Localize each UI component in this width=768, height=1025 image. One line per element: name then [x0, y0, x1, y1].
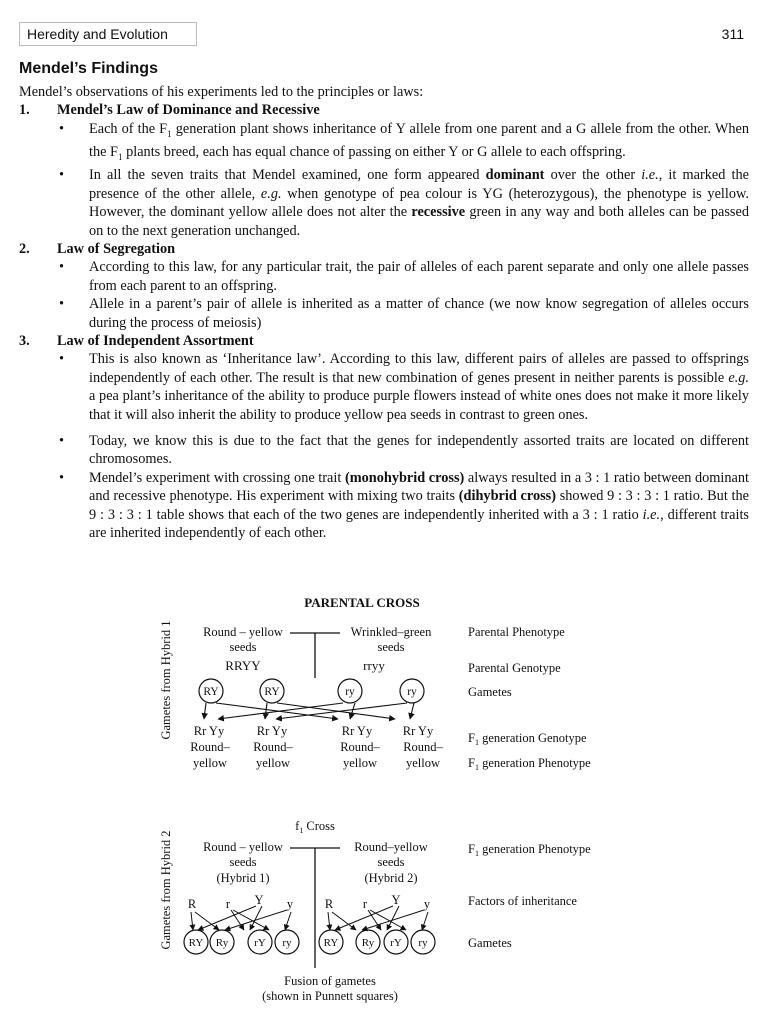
dihybrid-cross-diagram: [0, 590, 768, 1025]
svg-text:r: r: [225, 897, 231, 911]
label-gametes: Gametes: [468, 685, 512, 699]
svg-text:RY: RY: [264, 686, 280, 698]
parental-gamete-1: [199, 679, 223, 703]
text-run: always resulted in a 3 : 1 ratio between dominant and recessive phenotype. His experiment with mixing two traits: [89, 469, 749, 505]
svg-text:Ry: Ry: [215, 937, 229, 949]
text-run: Allele in a parent’s pair of allele is inherited as a matter of chance (we now know segregation of alleles occurs during the process of meiosis): [89, 296, 749, 331]
text-run: This is also known as ‘Inheritance law’. According to this law, different pairs of alleles are passed to offsprings independently of each other. The result is that new combination of genes present in neither parents is possible: [89, 351, 749, 386]
text-run: i.e.: [641, 167, 659, 184]
f1-genotype-2: Rr Yy: [256, 724, 288, 738]
text-run: Mendel’s experiment with crossing one trait: [89, 469, 345, 486]
text-run: green in any way and both alleles can be passed on to the next generation unchanged.: [89, 204, 749, 239]
intro-paragraph: Mendel’s observations of his experiments led to the principles or laws:: [19, 84, 424, 100]
hybrid1-gametes: [184, 930, 299, 954]
text-run: 1: [118, 151, 123, 162]
parent2-genotype: rryy: [363, 658, 385, 673]
svg-text:yellow: yellow: [192, 756, 228, 770]
parental-gamete-2: [260, 679, 284, 703]
diagram-svg: [0, 590, 768, 1020]
hybrid1-factors: [188, 893, 294, 911]
text-run: , it marked the presence of the other allele,: [89, 167, 749, 202]
svg-text:Round–: Round–: [403, 740, 443, 754]
label-f1-genotype: $F_1$ generation Genotype: [468, 731, 587, 747]
svg-text:RY: RY: [323, 937, 339, 949]
chapter-header: [19, 22, 197, 46]
text-run: Today, we know this is due to the fact that the genes for independently assorted traits are located on different chromosomes.: [89, 433, 749, 468]
f1-genotype-4: Rr Yy: [402, 724, 434, 738]
parent1-phenotype-line1: Round – yellow: [203, 625, 283, 639]
hybrid1-line2: seeds: [229, 855, 257, 869]
hybrid1-line3: (Hybrid 1): [216, 871, 270, 885]
parent2-phenotype-line2: seeds: [377, 640, 405, 654]
text-run: , different traits are inherited independently of each other.: [89, 506, 749, 542]
svg-text:y: y: [286, 897, 294, 911]
bullet-dot-icon: •: [59, 351, 65, 368]
text-run: recessive: [411, 204, 466, 221]
law-title: Mendel’s Law of Dominance and Recessive: [57, 102, 320, 119]
law-title: Law of Independent Assortment: [57, 333, 254, 349]
section-title: Mendel’s Findings: [19, 60, 158, 77]
svg-text:Y: Y: [254, 893, 264, 907]
svg-text:Ry: Ry: [361, 937, 375, 949]
bullet-item: [19, 120, 749, 167]
text-run: over the other: [544, 167, 642, 184]
law-number: 3.: [19, 333, 30, 349]
body-content: [19, 83, 749, 542]
svg-text:R: R: [187, 897, 197, 911]
text-run: Each of the F: [89, 120, 168, 137]
f1-cross-title: $f_1$ Cross: [295, 819, 335, 835]
text-run: In all the seven traits that Mendel examined, one form appeared: [89, 167, 486, 184]
label-f1-phenotype: $F_1$ generation Phenotype: [468, 756, 591, 772]
text-run: 1: [167, 128, 172, 139]
text-run: plants breed, each has equal chance of passing on either Y or G allele to each offspring.: [122, 144, 626, 161]
fusion-line2: (shown in Punnett squares): [262, 989, 398, 1003]
law-bullets: [19, 258, 749, 332]
svg-text:ry: ry: [345, 686, 355, 698]
law-title: Law of Segregation: [57, 240, 176, 257]
svg-text:rY: rY: [254, 937, 266, 949]
svg-text:R: R: [324, 897, 334, 911]
bullet-dot-icon: •: [59, 120, 65, 137]
law-bullets: [19, 120, 749, 240]
text-run: a pea plant’s inheritance of the ability to produce purple flowers instead of white ones does not make it more likely that it will also inherit the ability to produce yellow pea seeds in contrast to green ones.: [89, 388, 749, 423]
text-run: (dihybrid cross): [458, 488, 556, 505]
svg-text:yellow: yellow: [342, 756, 378, 770]
svg-text:Round–: Round–: [190, 740, 230, 754]
text-run: showed 9 : 3 : 3 : 1 ratio. But the 9 : 3 : 3 : 1 table shows that each of the two genes are independently inherited with a 3 : 1 ratio: [89, 488, 749, 523]
bullet-item: [19, 295, 749, 332]
svg-text:r: r: [362, 897, 368, 911]
law-number: 1.: [19, 102, 30, 119]
hybrid2-factors: [325, 893, 431, 911]
chapter-title: Heredity and Evolution: [27, 26, 168, 42]
text-run: dominant: [485, 167, 545, 184]
parent2-phenotype-line1: Wrinkled–green: [350, 625, 432, 639]
text-run: e.g.: [260, 185, 282, 202]
parental-cross-arrows: [204, 703, 414, 719]
text-run: According to this law, for any particular trait, the pair of alleles of each parent separate and only one allele passes from each parent to an offspring.: [89, 259, 749, 294]
page-number: 311: [721, 26, 744, 42]
text-run: (monohybrid cross): [344, 469, 465, 486]
svg-text:RY: RY: [203, 686, 219, 698]
parental-gamete-4: [400, 679, 424, 703]
svg-text:ry: ry: [418, 937, 428, 949]
label-factors: Factors of inheritance: [468, 894, 577, 908]
parent1-genotype: RRYY: [225, 658, 261, 673]
svg-text:rY: rY: [390, 937, 402, 949]
f1-genotype-3: Rr Yy: [341, 724, 373, 738]
hybrid2-arrows: [328, 906, 428, 930]
fusion-line1: Fusion of gametes: [284, 974, 376, 988]
text-run: e.g.: [728, 369, 749, 386]
label-parental-phenotype: Parental Phenotype: [468, 625, 565, 639]
label-parental-genotype: Parental Genotype: [468, 661, 561, 675]
svg-text:Round–: Round–: [253, 740, 293, 754]
svg-text:y: y: [423, 897, 431, 911]
f1-phenotypes: [190, 740, 443, 770]
svg-text:Y: Y: [391, 893, 401, 907]
text-run: i.e.: [642, 506, 661, 523]
hybrid1-line1: Round – yellow: [203, 840, 283, 854]
right-labels-top: [468, 625, 591, 772]
svg-text:RY: RY: [188, 937, 204, 949]
law-heading-2: [19, 240, 749, 258]
side-label-hybrid-1: Gametes from Hybrid 1: [159, 620, 173, 740]
law-bullets: [19, 350, 749, 542]
law-heading-3: [19, 332, 749, 350]
bullet-item: [19, 258, 749, 295]
svg-text:yellow: yellow: [405, 756, 441, 770]
laws-list: [19, 101, 749, 542]
hybrid2-line1: Round–yellow: [354, 840, 428, 854]
bullet-dot-icon: •: [59, 167, 65, 184]
svg-text:ry: ry: [282, 937, 292, 949]
bullet-dot-icon: •: [59, 469, 65, 486]
hybrid2-gametes: [319, 930, 435, 954]
bullet-dot-icon: •: [59, 433, 65, 450]
bullet-item: [19, 432, 749, 469]
svg-text:Round–: Round–: [340, 740, 380, 754]
hybrid1-arrows: [191, 906, 291, 930]
law-heading-1: [19, 101, 749, 119]
bullet-item: [19, 350, 749, 424]
text-run: when genotype of pea colour is YG (heterozygous), the phenotype is yellow. However, the dominant yellow allele does not alter the: [89, 185, 749, 221]
hybrid2-line3: (Hybrid 2): [364, 871, 418, 885]
parent1-phenotype-line2: seeds: [229, 640, 257, 654]
svg-text:ry: ry: [407, 686, 417, 698]
bullet-dot-icon: •: [59, 296, 65, 313]
right-labels-bottom: [468, 842, 591, 950]
f1-genotype-1: Rr Yy: [193, 724, 225, 738]
label-f1-phenotype-2: $F_1$ generation Phenotype: [468, 842, 591, 858]
text-run: generation plant shows inheritance of Y allele from one parent and a G allele from the other. When the F: [89, 120, 749, 161]
bullet-dot-icon: •: [59, 259, 65, 276]
side-label-hybrid-2: Gametes from Hybrid 2: [159, 830, 173, 950]
label-gametes-2: Gametes: [468, 936, 512, 950]
law-number: 2.: [19, 240, 30, 257]
hybrid2-line2: seeds: [377, 855, 405, 869]
diagram-title: PARENTAL CROSS: [304, 595, 420, 610]
bullet-item: [19, 166, 749, 240]
svg-text:yellow: yellow: [255, 756, 291, 770]
bullet-item: [19, 469, 749, 543]
parental-gamete-3: [338, 679, 362, 703]
